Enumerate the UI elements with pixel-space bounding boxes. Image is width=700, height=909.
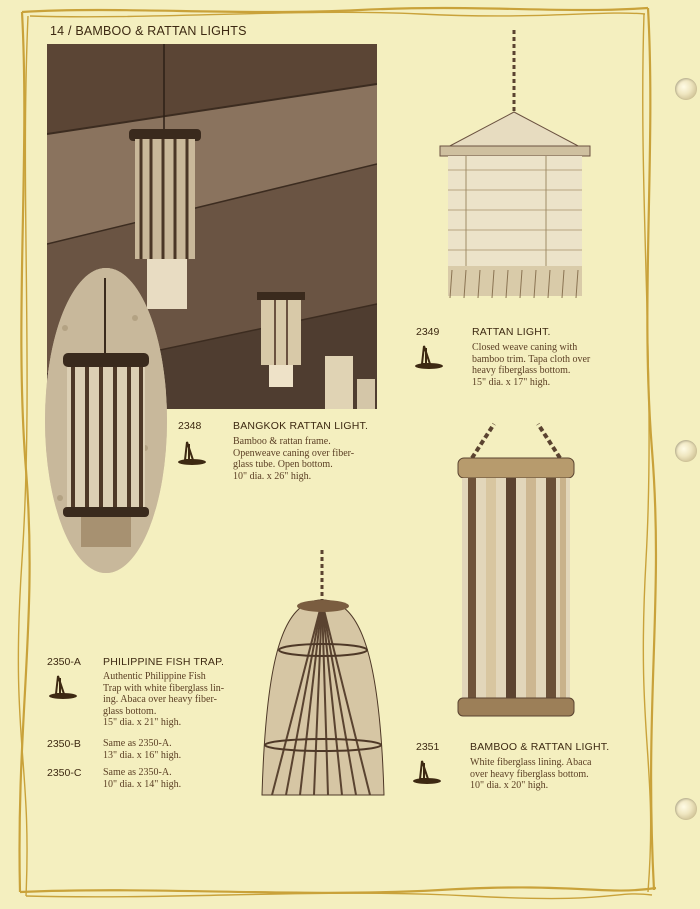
product-number-2350c: 2350-C [47,767,82,779]
bamboo-rattan-light-image [454,422,578,724]
product-title-2350a: PHILIPPINE FISH TRAP. [103,656,225,668]
product-number-2348: 2348 [178,420,202,432]
binder-hole-middle [675,440,697,462]
binder-hole-top [675,78,697,100]
product-desc-2350c: Same as 2350-A. 10" dia. x 14" high. [103,767,182,790]
product-desc-2350b: Same as 2350-A. 13" dia. x 16" high. [103,738,182,761]
product-desc-2350a: Authentic Philippine Fish Trap with white fiberglass lin- ing. Abaca over heavy fiber- glass bottom. 15" dia. x 21" high. [103,671,225,729]
product-number-2350a: 2350-A [47,656,81,668]
lamp-symbol-icon [412,342,446,370]
fish-trap-image [252,550,394,808]
product-desc-2349: Closed weave caning with bamboo trim. Tapa cloth over heavy fiberglass bottom. 15" dia. x 17" high. [472,342,591,388]
product-number-2351: 2351 [416,741,440,753]
product-number-2349: 2349 [416,326,440,338]
rattan-light-image [436,30,596,305]
product-title-2349: RATTAN LIGHT. [472,326,551,338]
product-desc-2348: Bamboo & rattan frame. Openweave caning over fiber- glass tube. Open bottom. 10" dia. x 26" high. [233,436,355,482]
binder-hole-bottom [675,798,697,820]
product-desc-2351: White fiberglass lining. Abaca over heavy fiberglass bottom. 10" dia. x 20" high. [470,757,592,792]
page-title: 14 / BAMBOO & RATTAN LIGHTS [50,24,247,38]
product-number-2350b: 2350-B [47,738,81,750]
bangkok-lamp-photo [45,268,167,573]
lamp-symbol-icon [175,438,209,466]
product-title-2351: BAMBOO & RATTAN LIGHT. [470,741,610,753]
lamp-symbol-icon [46,672,80,700]
product-title-2348: BANGKOK RATTAN LIGHT. [233,420,369,432]
lamp-symbol-icon [410,757,444,785]
